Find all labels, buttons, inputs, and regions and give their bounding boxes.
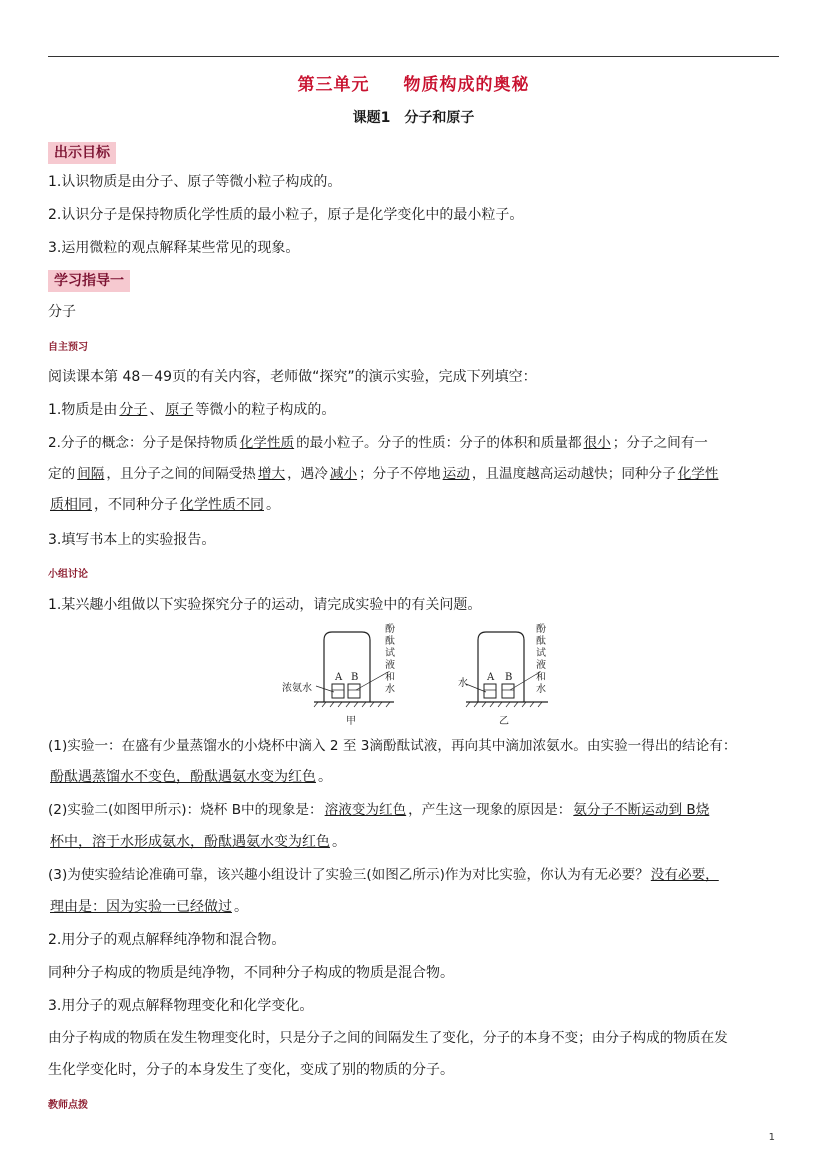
guide-heading: 分子 xyxy=(48,304,76,320)
indicator-char: 酚 xyxy=(385,624,395,635)
discussion-q3-answer-line1: 由分子构成的物质在发生物理变化时，只是分子之间的间隔发生了变化，分子的本身不变；由分子构成的物质在发 xyxy=(48,1030,728,1046)
unit-title xyxy=(0,70,827,95)
beaker-b-label: B xyxy=(505,672,513,683)
p3-end: 。 xyxy=(234,899,248,915)
q2-l3-text-b: ，不同种分子 xyxy=(94,497,178,513)
q2-answer-gap: 间隔 xyxy=(77,466,105,482)
q2-answer-decrease: 减小 xyxy=(329,466,358,482)
indicator-char: 酞 xyxy=(536,636,546,647)
figure-yi xyxy=(456,626,556,726)
q1-text-a: 1.物质是由 xyxy=(48,402,118,418)
q1-answer-1: 分子 xyxy=(119,402,148,418)
objective-1: 1.认识物质是由分子、原子等微小粒子构成的。 xyxy=(48,174,342,190)
objective-2: 2.认识分子是保持物质化学性质的最小粒子，原子是化学变化中的最小粒子。 xyxy=(48,207,524,223)
figure-jia xyxy=(282,626,412,726)
indicator-char: 液 xyxy=(536,660,546,671)
p2-text-c: ，产生这一现象的原因是： xyxy=(408,802,572,818)
q2-l2-text-g: ；分子不停地 xyxy=(359,466,441,482)
q1-answer-2: 原子 xyxy=(165,402,194,418)
q2-answer-same-a: 化学性 xyxy=(677,466,719,482)
indicator-char: 酞 xyxy=(385,636,395,647)
q2-l1-text-a: 2.分子的概念：分子是保持物质 xyxy=(48,435,238,451)
indicator-char: 液 xyxy=(385,660,395,671)
top-rule xyxy=(48,56,779,57)
indicator-label-yi xyxy=(536,624,546,696)
figure-jia-caption: 甲 xyxy=(346,716,356,727)
indicator-char: 试 xyxy=(536,648,546,659)
discussion-q3-answer-line2: 生化学变化时，分子的本身发生了变化，变成了别的物质的分子。 xyxy=(48,1062,454,1078)
discussion-q1: 1.某兴趣小组做以下实验探究分子的运动，请完成实验中的有关问题。 xyxy=(48,597,482,613)
q2-answer-different: 化学性质不同 xyxy=(180,497,264,513)
q2-l2-text-a: 定的 xyxy=(48,466,76,482)
p2-answer-reason-b: 杯中，溶于水形成氨水，酚酞遇氨水变为红色 xyxy=(50,834,330,850)
indicator-label-jia xyxy=(385,624,395,696)
p2-end: 。 xyxy=(332,834,346,850)
p3-text-a: (3)为使实验结论准确可靠，该兴趣小组设计了实验三(如图乙所示)作为对比实验，你认为有无必要？ xyxy=(48,867,649,883)
q2-l2-text-e: ，遇冷 xyxy=(287,466,328,482)
p2-text-a: (2)实验二(如图甲所示)：烧杯 B中的现象是： xyxy=(48,802,323,818)
q2-answer-chem-property: 化学性质 xyxy=(239,435,295,451)
q2-l1-text-e: ；分子之间有一 xyxy=(612,435,708,451)
group-tag: 小组讨论 xyxy=(48,569,88,580)
p2-answer-phenomenon: 溶液变为红色 xyxy=(324,802,407,818)
objectives-tag: 出示目标 xyxy=(48,142,116,164)
indicator-char: 水 xyxy=(385,684,395,695)
q2-answer-motion: 运动 xyxy=(442,466,470,482)
indicator-char: 和 xyxy=(536,672,546,683)
p1-end: 。 xyxy=(318,769,332,785)
page-number: 1 xyxy=(768,1132,775,1143)
preview-q3: 3.填写书本上的实验报告。 xyxy=(48,532,216,548)
p1-answer: 酚酞遇蒸馏水不变色，酚酞遇氨水变为红色 xyxy=(50,769,316,785)
p3-answer-b: 理由是：因为实验一已经做过 xyxy=(50,899,232,915)
beaker-a-label: A xyxy=(487,672,495,683)
q2-answer-same-b: 质相同 xyxy=(50,497,92,513)
lesson-subtitle: 课题1 分子和原子 xyxy=(352,110,475,126)
discussion-q3: 3.用分子的观点解释物理变化和化学变化。 xyxy=(48,998,314,1014)
beaker-a-label: A xyxy=(335,672,343,683)
discussion-p1-line2 xyxy=(48,767,783,787)
discussion-p3-line1 xyxy=(48,865,783,885)
q1-text-d: 等微小的粒子构成的。 xyxy=(195,402,336,418)
teacher-tag: 教师点拨 xyxy=(48,1100,88,1111)
q2-l3-text-d: 。 xyxy=(266,497,280,513)
discussion-p2-line1 xyxy=(48,800,783,820)
indicator-char: 水 xyxy=(536,684,546,695)
q2-l2-text-c: ，且分子之间的间隔受热 xyxy=(106,466,256,482)
discussion-p2-line2 xyxy=(48,832,783,852)
indicator-char: 试 xyxy=(385,648,395,659)
guide-tag: 学习指导一 xyxy=(48,270,130,292)
self-study-tag: 自主预习 xyxy=(48,342,88,353)
indicator-char: 和 xyxy=(385,672,395,683)
q1-sep: 、 xyxy=(149,402,164,418)
q2-l2-text-i: ，且温度越高运动越快；同种分子 xyxy=(471,466,676,482)
discussion-p1-line1: (1)实验一：在盛有少量蒸馏水的小烧杯中滴入 2 至 3滴酚酞试液，再向其中滴加浓氨水。由实验一得出的结论有： xyxy=(48,738,737,754)
figure-yi-caption: 乙 xyxy=(499,716,509,727)
water-label: 水 xyxy=(458,678,468,689)
unit-title-part1: 第三单元 xyxy=(297,75,370,95)
q2-answer-very-small: 很小 xyxy=(583,435,611,451)
preview-q2-line3 xyxy=(48,495,783,515)
p3-answer-a: 没有必要， xyxy=(650,867,719,883)
discussion-q2: 2.用分子的观点解释纯净物和混合物。 xyxy=(48,932,286,948)
preview-intro: 阅读课本第 48－49页的有关内容，老师做“探究”的演示实验，完成下列填空： xyxy=(48,369,537,385)
q2-answer-increase: 增大 xyxy=(257,466,286,482)
q2-l1-text-c: 的最小粒子。分子的性质：分子的体积和质量都 xyxy=(296,435,582,451)
beaker-b-label: B xyxy=(351,672,359,683)
discussion-p3-line2 xyxy=(48,897,783,917)
p2-answer-reason-a: 氨分子不断运动到 B烧 xyxy=(573,802,710,818)
indicator-char: 酚 xyxy=(536,624,546,635)
objective-3: 3.运用微粒的观点解释某些常见的现象。 xyxy=(48,240,300,256)
discussion-q2-answer: 同种分子构成的物质是纯净物，不同种分子构成的物质是混合物。 xyxy=(48,965,454,981)
unit-title-part2: 物质构成的奥秘 xyxy=(403,75,530,95)
preview-q2-line2 xyxy=(48,464,783,484)
preview-q1 xyxy=(48,400,783,420)
preview-q2-line1 xyxy=(48,433,783,453)
ammonia-label: 浓氨水 xyxy=(282,683,312,694)
